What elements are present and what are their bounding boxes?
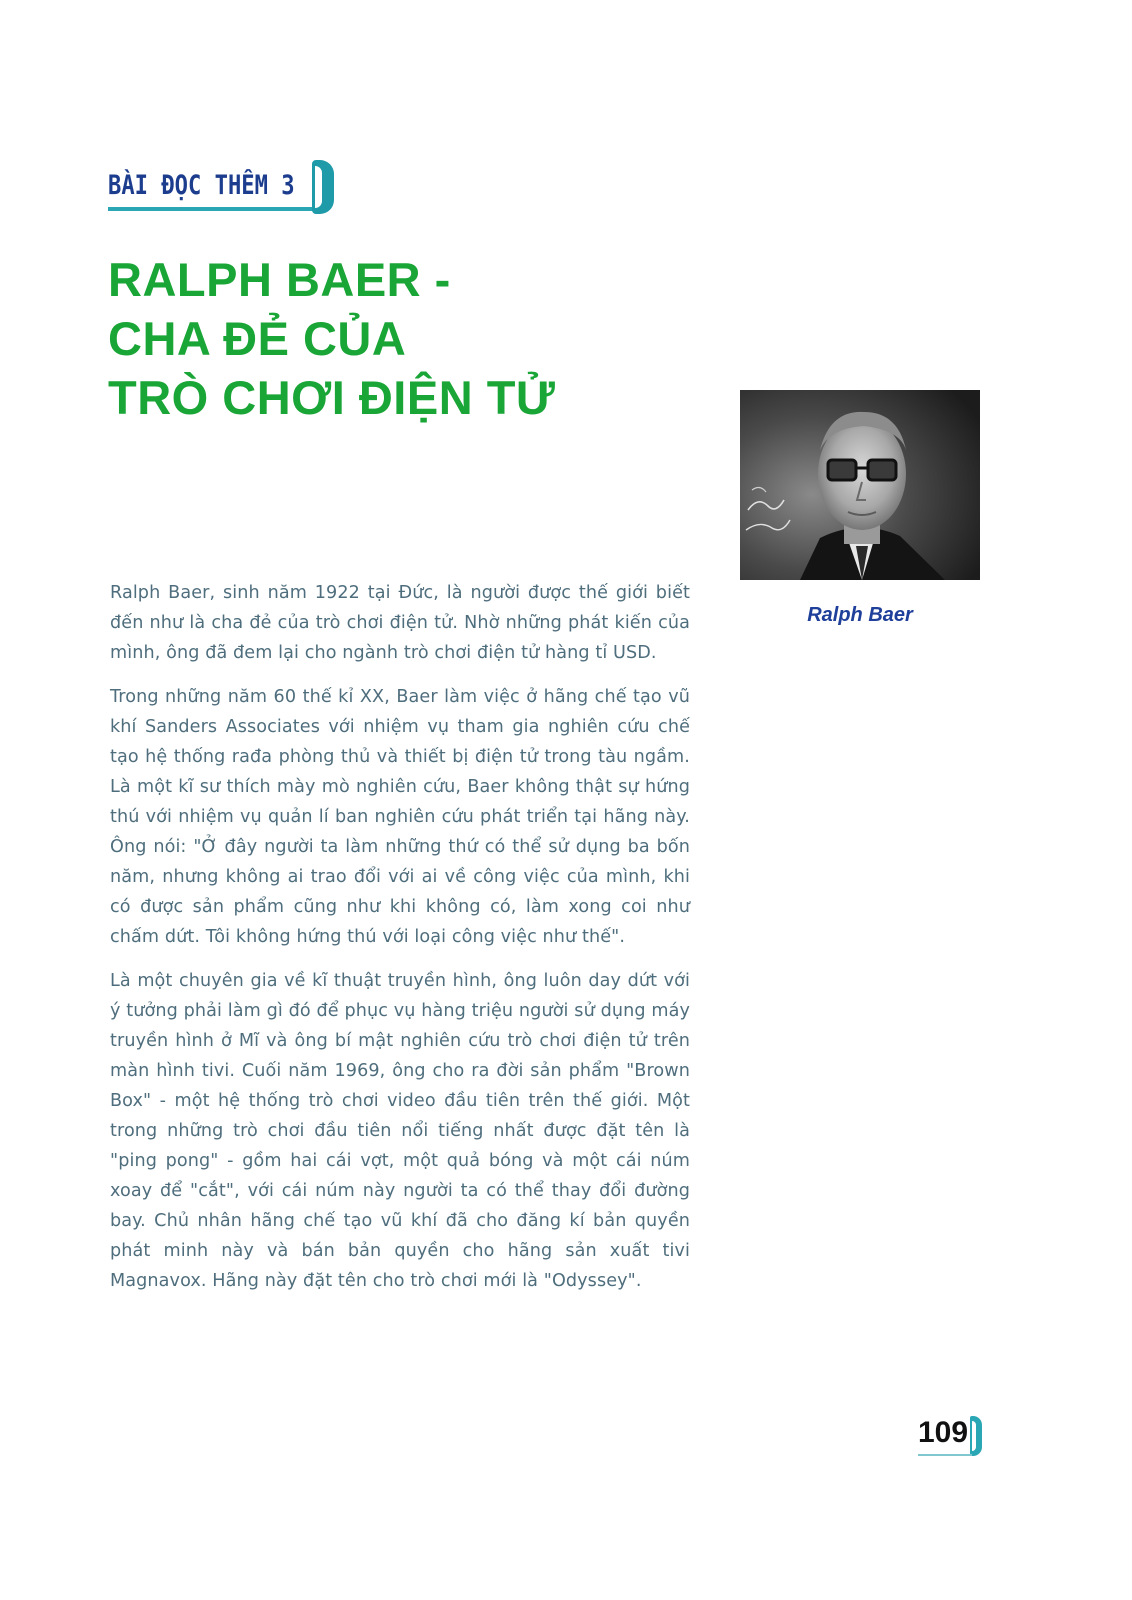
title-line-1: RALPH BAER - — [108, 253, 451, 306]
page-number: 109 — [918, 1416, 969, 1449]
portrait-image — [740, 390, 980, 580]
bracket-icon — [970, 1416, 982, 1456]
title-line-2: CHA ĐẺ CỦA — [108, 312, 407, 365]
section-tag-label: BÀI ĐỌC THÊM 3 — [108, 170, 295, 201]
article-body — [110, 578, 690, 1310]
paragraph-3: Là một chuyên gia về kĩ thuật truyền hình, ông luôn day dứt với ý tưởng phải làm gì đó để phục vụ hàng triệu người sử dụng máy truyền hình ở Mĩ và ông bí mật nghiên cứu trò chơi điện tử trên màn hình tivi. Cuối năm 1969, ông cho ra đời sản phẩm "Brown Box" - một hệ thống trò chơi video đầu tiên trên thế giới. Một trong những trò chơi đầu tiên nổi tiếng nhất được đặt tên là "ping pong" - gồm hai cái vợt, một quả bóng và một cái núm xoay để "cắt", với cái núm này người ta có thể thay đổi đường bay. Chủ nhân hãng chế tạo vũ khí đã cho đăng kí bản quyền phát minh này và bán bản quyền cho hãng sản xuất tivi Magnavox. Hãng này đặt tên cho trò chơi mới là "Odyssey". — [110, 971, 690, 1291]
section-tag-underline — [108, 207, 314, 211]
bracket-icon — [312, 160, 334, 214]
page-number-underline — [918, 1454, 972, 1456]
paragraph-1: Ralph Baer, sinh năm 1922 tại Đức, là người được thế giới biết đến như là cha đẻ của trò chơi điện tử. Nhờ những phát kiến của mình, ông đã đem lại cho ngành trò chơi điện tử hàng tỉ USD. — [110, 583, 690, 663]
title-line-3: TRÒ CHƠI ĐIỆN TỬ — [108, 371, 556, 424]
page-number-block — [918, 1416, 984, 1466]
portrait-photo — [740, 390, 980, 580]
section-tag — [108, 160, 334, 216]
photo-caption: Ralph Baer — [807, 604, 913, 626]
paragraph-2: Trong những năm 60 thế kỉ XX, Baer làm việc ở hãng chế tạo vũ khí Sanders Associates với nhiệm vụ tham gia nghiên cứu chế tạo hệ thống rađa phòng thủ và thiết bị điện tử trong tàu ngầm. Là một kĩ sư thích mày mò nghiên cứu, Baer không thật sự hứng thú với nhiệm vụ quản lí ban nghiên cứu phát triển tại hãng này. Ông nói: "Ở đây người ta làm những thứ có thể sử dụng ba bốn năm, nhưng không ai trao đổi với ai về công việc của mình, khi có được sản phẩm cũng như khi không có, làm xong coi như chấm dứt. Tôi không hứng thú với loại công việc như thế". — [110, 687, 690, 947]
page-title — [108, 250, 668, 427]
